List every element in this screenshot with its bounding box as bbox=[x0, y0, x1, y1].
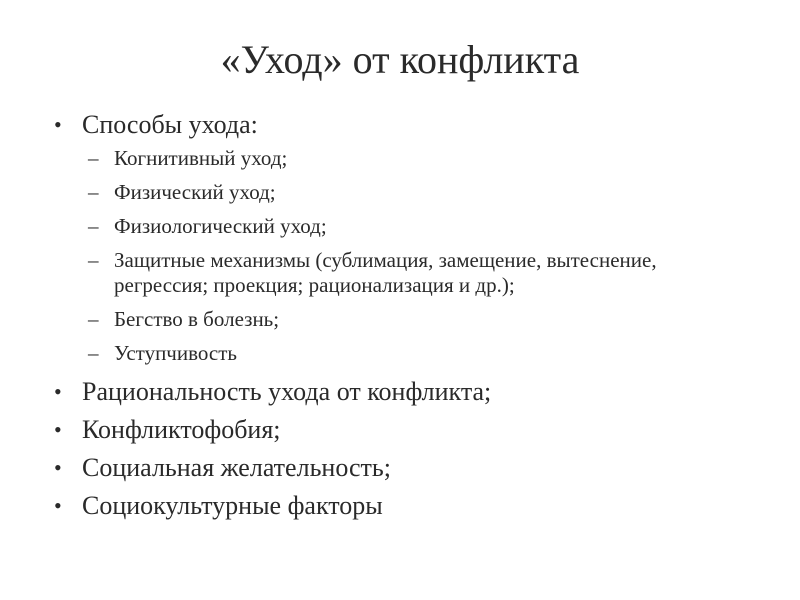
bullet-item bbox=[52, 108, 772, 142]
bullet-text: Конфликтофобия; bbox=[82, 415, 281, 444]
slide-title: «Уход» от конфликта bbox=[220, 37, 580, 82]
sub-item bbox=[52, 146, 734, 171]
sub-item bbox=[52, 180, 734, 205]
sub-item bbox=[52, 248, 734, 298]
dash-icon: – bbox=[88, 248, 99, 272]
bullet-item bbox=[52, 413, 772, 447]
bullet-item bbox=[52, 489, 772, 523]
dash-icon: – bbox=[88, 341, 99, 365]
dash-icon: – bbox=[88, 307, 99, 331]
bullet-text: Рациональность ухода от конфликта; bbox=[82, 377, 492, 406]
bullet-text: Способы ухода: bbox=[82, 110, 258, 139]
bullet-item bbox=[52, 375, 772, 409]
sub-item-text: Бегство в болезнь; bbox=[114, 307, 280, 331]
bullet-icon: • bbox=[54, 417, 62, 442]
dash-icon: – bbox=[88, 214, 99, 238]
bullet-text: Социокультурные факторы bbox=[82, 491, 383, 520]
dash-icon: – bbox=[88, 180, 99, 204]
bullet-text: Социальная желательность; bbox=[82, 453, 391, 482]
bullet-icon: • bbox=[54, 455, 62, 480]
bullet-list bbox=[52, 108, 772, 527]
bullet-icon: • bbox=[54, 493, 62, 518]
sub-item bbox=[52, 341, 734, 366]
sub-item-text: Когнитивный уход; bbox=[114, 146, 288, 170]
sub-list bbox=[52, 146, 772, 366]
dash-icon: – bbox=[88, 146, 99, 170]
sub-item-text: Защитные механизмы (сублимация, замещение, вытеснение, регрессия; проекция; рационализация и др.); bbox=[114, 248, 657, 297]
sub-item bbox=[52, 214, 734, 239]
sub-item bbox=[52, 307, 734, 332]
sub-item-text: Физиологический уход; bbox=[114, 214, 327, 238]
sub-item-text: Физический уход; bbox=[114, 180, 276, 204]
sub-item-text: Уступчивость bbox=[114, 341, 237, 365]
bullet-icon: • bbox=[54, 379, 62, 404]
bullet-item bbox=[52, 451, 772, 485]
bullet-icon: • bbox=[54, 112, 62, 137]
